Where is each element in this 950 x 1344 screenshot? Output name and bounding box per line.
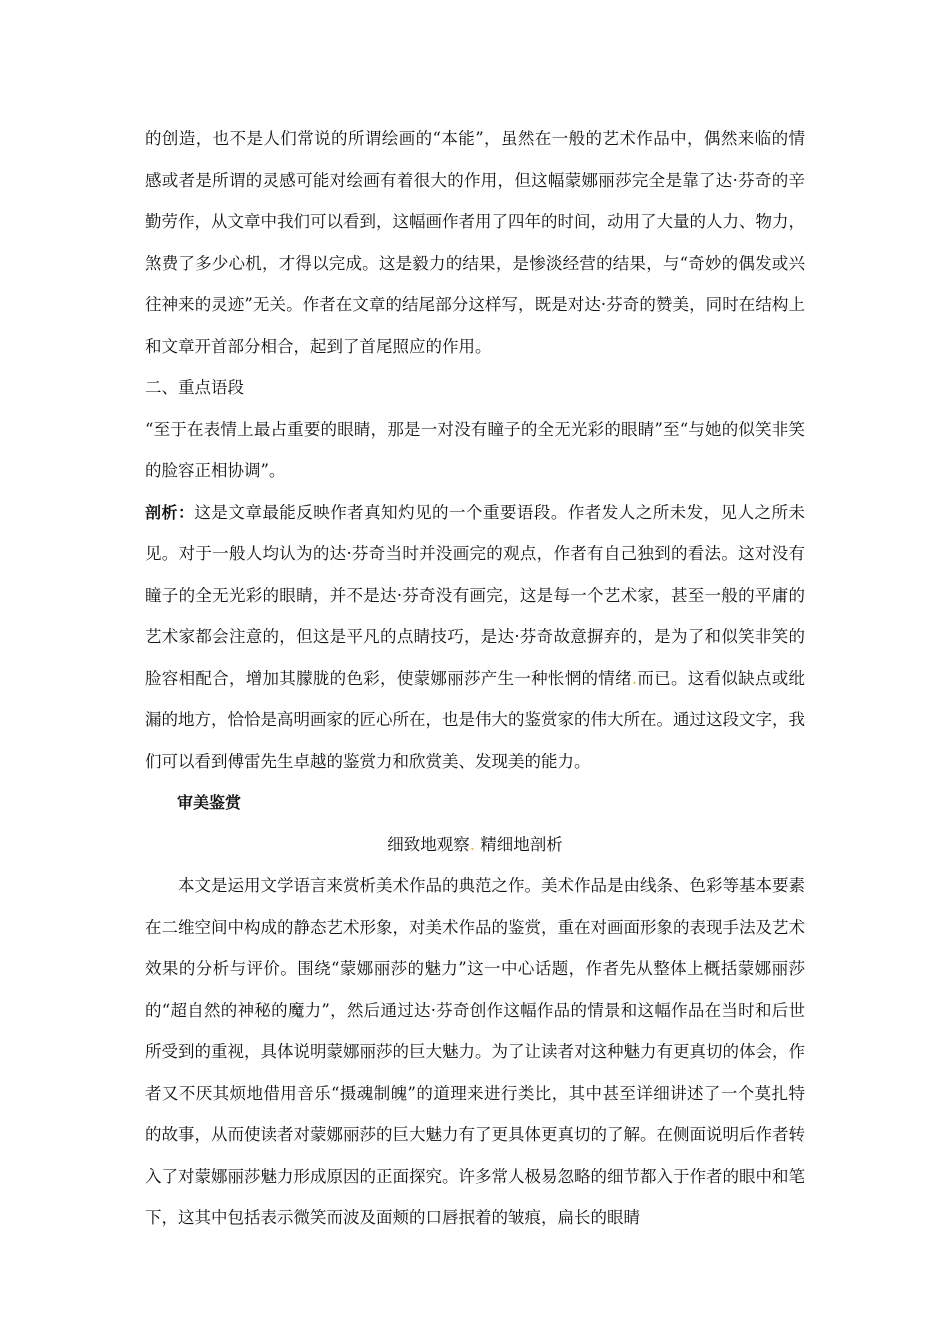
paragraph-analysis xyxy=(145,492,805,783)
subtitle-dot: . xyxy=(469,834,475,854)
heading-key-passage: 二、重点语段 xyxy=(145,378,244,397)
subtitle xyxy=(145,824,805,866)
analysis-label: 剖析： xyxy=(145,502,195,522)
section-title-aesthetic: 审美鉴赏 xyxy=(177,793,242,812)
analysis-text-a: 这是文章最能反映作者真知灼见的一个重要语段。作者发人之所未发，见人之所未见。对于一般人均认为的达·芬奇当时并没画完的观点，作者有自己独到的看法。这对没有瞳子的全无光彩的眼睛，并不是达·芬奇没有画完，这是每一个艺术家，甚至一般的平庸的艺术家都会注意的，但这是平凡的点睛技巧，是达·芬奇故意摒弃的，是为了和似笑非笑的脸容相配合，增加其朦胧的色彩，使蒙娜丽莎产生一种怅惘的情绪 xyxy=(145,502,805,688)
analysis-text-b: 而已。这看似缺点或纰漏的地方，恰恰是高明画家的匠心所在，也是伟大的鉴赏家的伟大所在。通过这段文字，我们可以看到傅雷先生卓越的鉴赏力和欣赏美、发现美的能力。 xyxy=(145,668,806,771)
analysis-dot: . xyxy=(631,668,638,688)
paragraph-creation: 的创造，也不是人们常说的所谓绘画的“本能”，虽然在一般的艺术作品中，偶然来临的情感或者是所谓的灵感可能对绘画有着很大的作用，但这幅蒙娜丽莎完全是靠了达·芬奇的辛勤劳作，从文章中我们可以看到，这幅画作者用了四年的时间，动用了大量的人力、物力，煞费了多少心机，才得以完成。这是毅力的结果，是惨淡经营的结果，与“奇妙的偶发或兴往神来的灵迹”无关。作者在文章的结尾部分这样写，既是对达·芬奇的赞美，同时在结构上和文章开首部分相合，起到了首尾照应的作用。 xyxy=(145,129,805,356)
subtitle-part-a: 细致地观察 xyxy=(387,834,470,854)
subtitle-part-b: 精细地剖析 xyxy=(475,834,563,854)
quoted-passage: “至于在表情上最占重要的眼睛，那是一对没有瞳子的全无光彩的眼睛”至“与她的似笑非笑的脸容正相协调”。 xyxy=(145,419,805,480)
paragraph-appreciation: 本文是运用文学语言来赏析美术作品的典范之作。美术作品是由线条、色彩等基本要素在二维空间中构成的静态艺术形象，对美术作品的鉴赏，重在对画面形象的表现手法及艺术效果的分析与评价。围绕“蒙娜丽莎的魅力”这一中心话题，作者先从整体上概括蒙娜丽莎的“超自然的神秘的魔力”，然后通过达·芬奇创作这幅作品的情景和这幅作品在当时和后世所受到的重视，具体说明蒙娜丽莎的巨大魅力。为了让读者对这种魅力有更真切的体会，作者又不厌其烦地借用音乐“摄魂制魄”的道理来进行类比，其中甚至详细讲述了一个莫扎特的故事，从而使读者对蒙娜丽莎的巨大魅力有了更具体更真切的了解。在侧面说明后作者转入了对蒙娜丽莎魅力形成原因的正面探究。许多常人极易忽略的细节都入于作者的眼中和笔下，这其中包括表示微笑而波及面颊的口唇抿着的皱痕，扁长的眼睛 xyxy=(145,876,805,1227)
document-page xyxy=(145,118,805,1239)
